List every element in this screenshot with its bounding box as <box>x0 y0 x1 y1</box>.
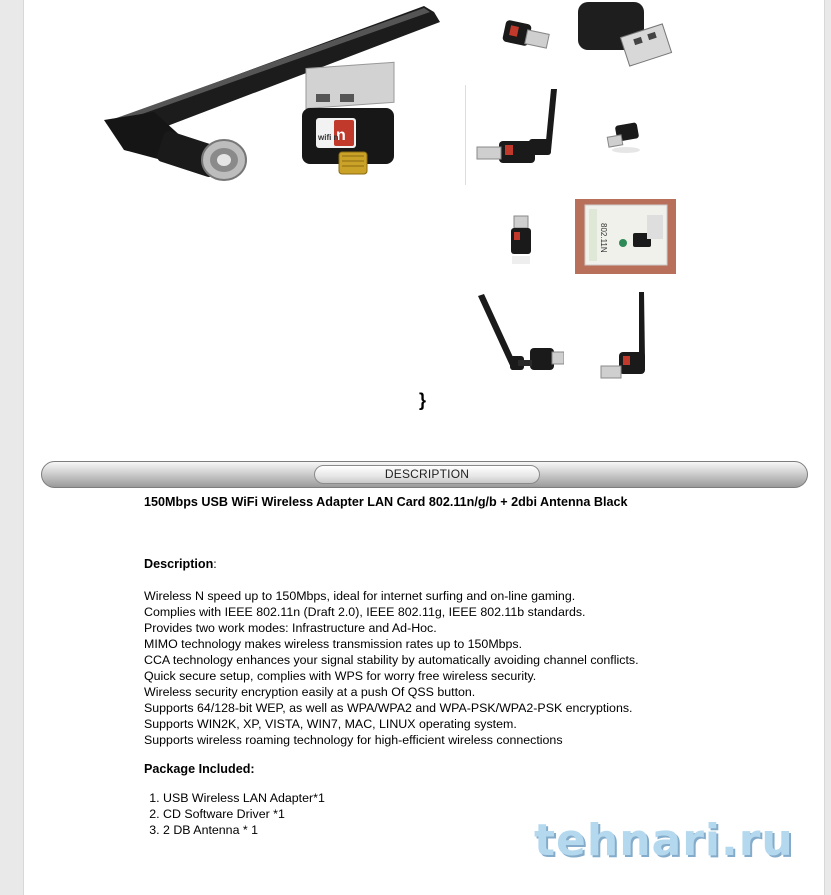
description-colon: : <box>213 557 217 571</box>
feature-item: MIMO technology makes wireless transmission rates up to 150Mbps. <box>144 637 523 651</box>
svg-text:802.11N: 802.11N <box>599 223 608 253</box>
feature-item: CCA technology enhances your signal stability by automatically avoiding channel conflicts. <box>144 653 639 667</box>
package-item: 1. USB Wireless LAN Adapter*1 <box>163 790 804 806</box>
feature-item: Supports wireless roaming technology for high-efficient wireless connections <box>144 733 563 747</box>
thumbnail-3[interactable] <box>465 85 570 185</box>
feature-item: Wireless security encryption easily at a push Of QSS button. <box>144 685 476 699</box>
feature-item: Provides two work modes: Infrastructure and Ad-Hoc. <box>144 621 437 635</box>
svg-text:wifi n: wifi n <box>318 133 339 142</box>
feature-item: Supports 64/128-bit WEP, as well as WPA/WPA2 and WPA-PSK/WPA2-PSK encryptions. <box>144 701 633 715</box>
site-watermark: tehnari.ru <box>534 815 794 866</box>
thumbnail-2[interactable] <box>574 0 674 80</box>
package-item: 2. CD Software Driver *1 <box>163 806 804 822</box>
description-tab[interactable]: DESCRIPTION <box>314 465 540 484</box>
stray-brace-text: } <box>419 390 427 410</box>
thumbnail-8[interactable] <box>599 290 659 385</box>
thumbnail-7[interactable] <box>474 290 564 380</box>
feature-item: Wireless N speed up to 150Mbps, ideal for internet surfing and on-line gaming. <box>144 589 576 603</box>
description-section-bar <box>41 461 808 488</box>
feature-item: Quick secure setup, complies with WPS for worry free wireless security. <box>144 669 537 683</box>
description-content <box>144 494 804 838</box>
feature-item: Supports WIN2K, XP, VISTA, WIN7, MAC, LINUX operating system. <box>144 717 517 731</box>
feature-item: Complies with IEEE 802.11n (Draft 2.0), IEEE 802.11g, IEEE 802.11b standards. <box>144 605 586 619</box>
product-page <box>23 0 825 895</box>
description-heading <box>144 556 804 572</box>
svg-text:n: n <box>336 127 346 144</box>
description-label: Description <box>144 557 214 571</box>
thumbnail-1[interactable] <box>498 10 558 60</box>
thumbnail-6-box[interactable] <box>575 199 676 274</box>
feature-list <box>144 588 804 748</box>
thumbnail-4[interactable] <box>604 120 649 160</box>
product-title: 150Mbps USB WiFi Wireless Adapter LAN Card 802.11n/g/b + 2dbi Antenna Black <box>144 495 628 509</box>
main-product-photo[interactable] <box>84 0 454 200</box>
thumbnail-5[interactable] <box>504 210 539 270</box>
package-heading: Package Included: <box>144 762 255 776</box>
package-item: 3. 2 DB Antenna * 1 <box>163 822 804 838</box>
